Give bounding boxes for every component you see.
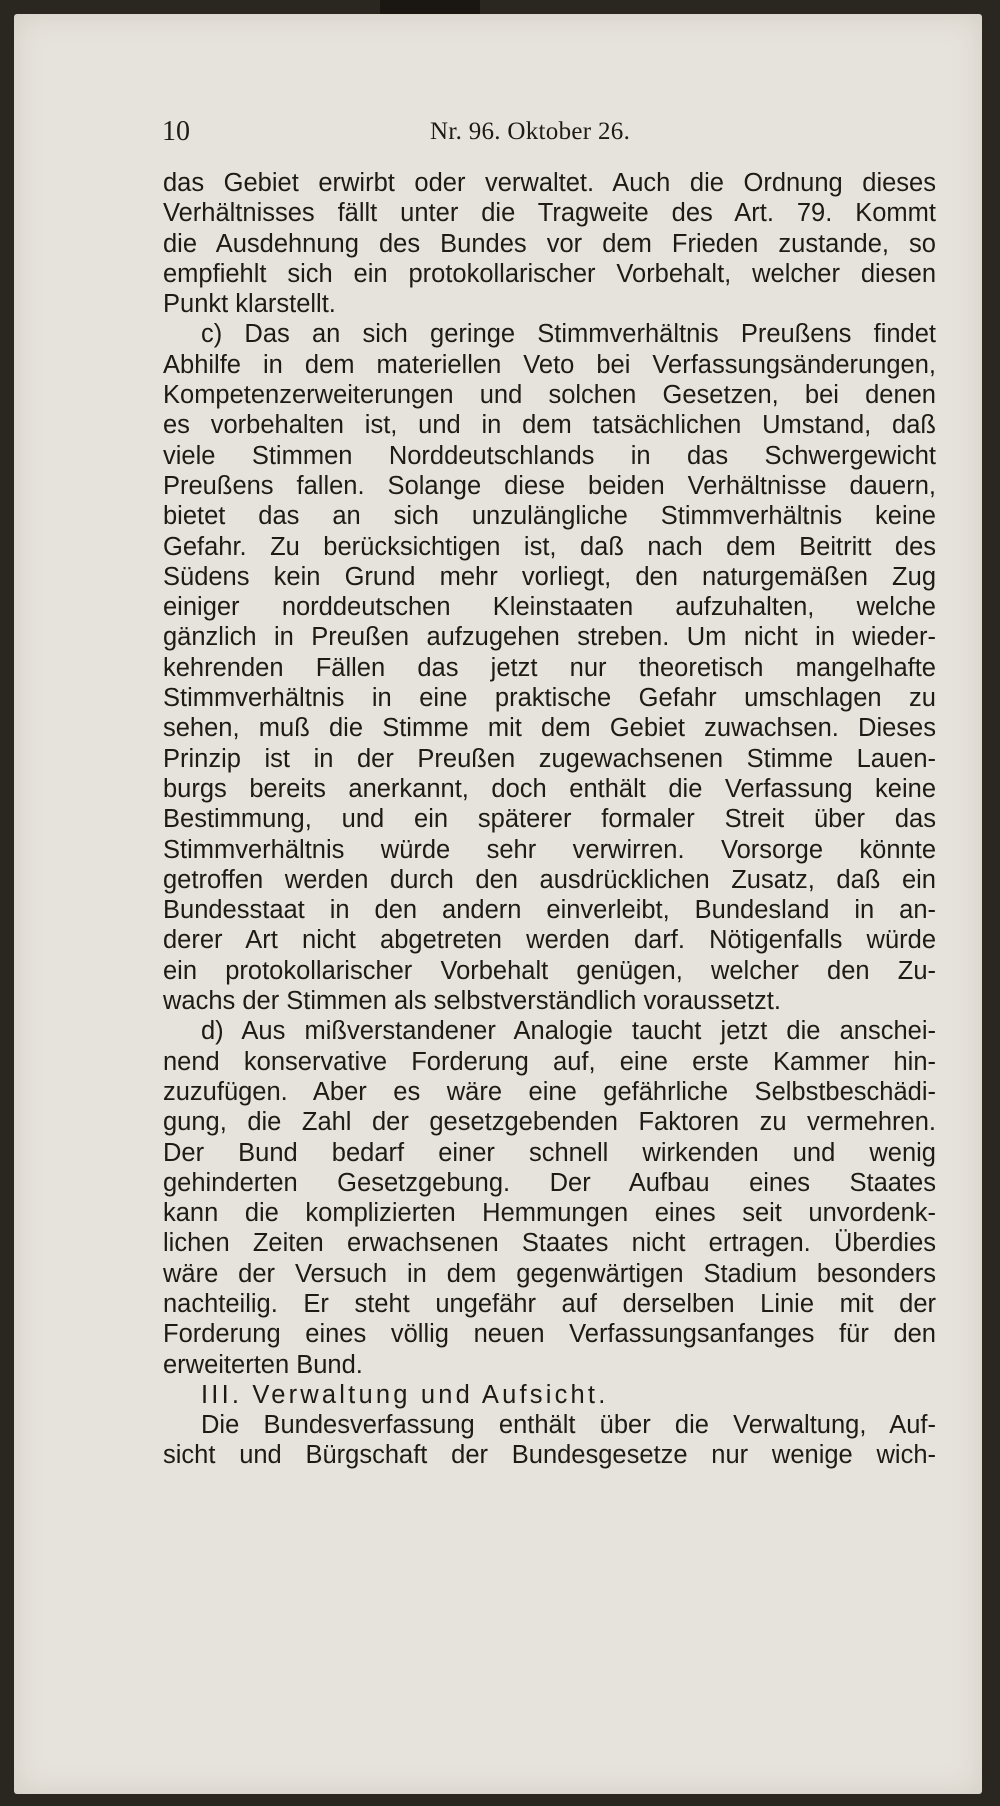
text-line: erweiterten Bund. [163,1350,363,1379]
text-line: Preußens fallen. Solange diese beiden Verhältnisse dauern, [163,471,936,500]
text-line: ein protokollarischer Vorbehalt genügen, welcher den Zu- [163,956,936,985]
text-line: Stimmverhältnis würde sehr verwirren. Vorsorge könnte [163,835,936,864]
paragraph-iii-start: Die Bundesverfassung enthält über die Verwaltung, Auf- [201,1411,936,1440]
page-header [150,112,890,152]
text-line: zuzufügen. Aber es wäre eine gefährliche Selbstbeschädi- [163,1077,936,1106]
text-line: gung, die Zahl der gesetzgebenden Faktoren zu vermehren. [163,1108,936,1137]
text-line: getroffen werden durch den ausdrücklichen Zusatz, daß ein [163,865,936,894]
text-line: kann die komplizierten Hemmungen eines seit unvordenk- [163,1199,936,1228]
text-line: nachteilig. Er steht ungefähr auf derselben Linie mit der [163,1289,936,1318]
text-line: bietet das an sich unzulängliche Stimmverhältnis keine [163,502,936,531]
text-line: Stimmverhältnis in eine praktische Gefahr umschlagen zu [163,684,936,713]
text-line: kehrenden Fällen das jetzt nur theoretisch mangelhafte [163,653,936,682]
text-line: das Gebiet erwirbt oder verwaltet. Auch die Ordnung dieses [163,169,936,197]
page-number: 10 [162,116,190,147]
text-line: wäre der Versuch in dem gegenwärtigen Stadium besonders [163,1259,936,1288]
text-line: gänzlich in Preußen aufzugehen streben. Um nicht in wieder- [163,623,936,652]
text-line: sicht und Bürgschaft der Bundesgesetze nur wenige wich- [163,1441,936,1470]
text-line: Punkt klarstellt. [163,290,336,319]
text-line: empfiehlt sich ein protokollarischer Vorbehalt, welcher diesen [163,259,936,288]
text-line: Bundesstaat in den andern einverleibt, Bundesland in an- [163,896,936,925]
text-line: einiger norddeutschen Kleinstaaten aufzuhalten, welche [163,593,936,622]
text-line: Forderung eines völlig neuen Verfassungsanfanges für den [163,1320,936,1349]
paragraph-d-start: d) Aus mißverstandener Analogie taucht jetzt die anschei- [201,1017,936,1046]
text-line: gehinderten Gesetzgebung. Der Aufbau eines Staates [163,1168,936,1197]
text-line: Verhältnisses fällt unter die Tragweite des Art. 79. Kommt [163,199,936,228]
text-line: nend konservative Forderung auf, eine erste Kammer hin- [163,1047,936,1076]
text-line: wachs der Stimmen als selbstverständlich voraussetzt. [163,987,781,1016]
text-line: Prinzip ist in der Preußen zugewachsenen Stimme Lauen- [163,744,936,773]
body-text [163,168,936,1471]
section-heading: III. Verwaltung und Aufsicht. [201,1380,609,1409]
text-line: derer Art nicht abgetreten werden darf. Nötigenfalls würde [163,926,936,955]
text-line: es vorbehalten ist, und in dem tatsächlichen Umstand, daß [163,411,936,440]
text-line: sehen, muß die Stimme mit dem Gebiet zuwachsen. Dieses [163,714,936,743]
text-line: burgs bereits anerkannt, doch enthält die Verfassung keine [163,774,936,803]
paragraph-c-start: c) Das an sich geringe Stimmverhältnis Preußens findet [201,320,936,349]
text-line: Bestimmung, und ein späterer formaler Streit über das [163,805,936,834]
text-line: Der Bund bedarf einer schnell wirkenden und wenig [163,1138,936,1167]
text-line: Kompetenzerweiterungen und solchen Gesetzen, bei denen [163,381,936,410]
text-line: viele Stimmen Norddeutschlands in das Schwergewicht [163,441,936,470]
text-line: lichen Zeiten erwachsenen Staates nicht ertragen. Überdies [163,1229,936,1258]
text-line: Gefahr. Zu berücksichtigen ist, daß nach dem Beitritt des [163,532,936,561]
running-head: Nr. 96. Oktober 26. [430,118,631,145]
text-line: die Ausdehnung des Bundes vor dem Frieden zustande, so [163,229,936,258]
text-line: Südens kein Grund mehr vorliegt, den naturgemäßen Zug [163,562,936,591]
text-line: Abhilfe in dem materiellen Veto bei Verfassungsänderungen, [163,350,936,379]
